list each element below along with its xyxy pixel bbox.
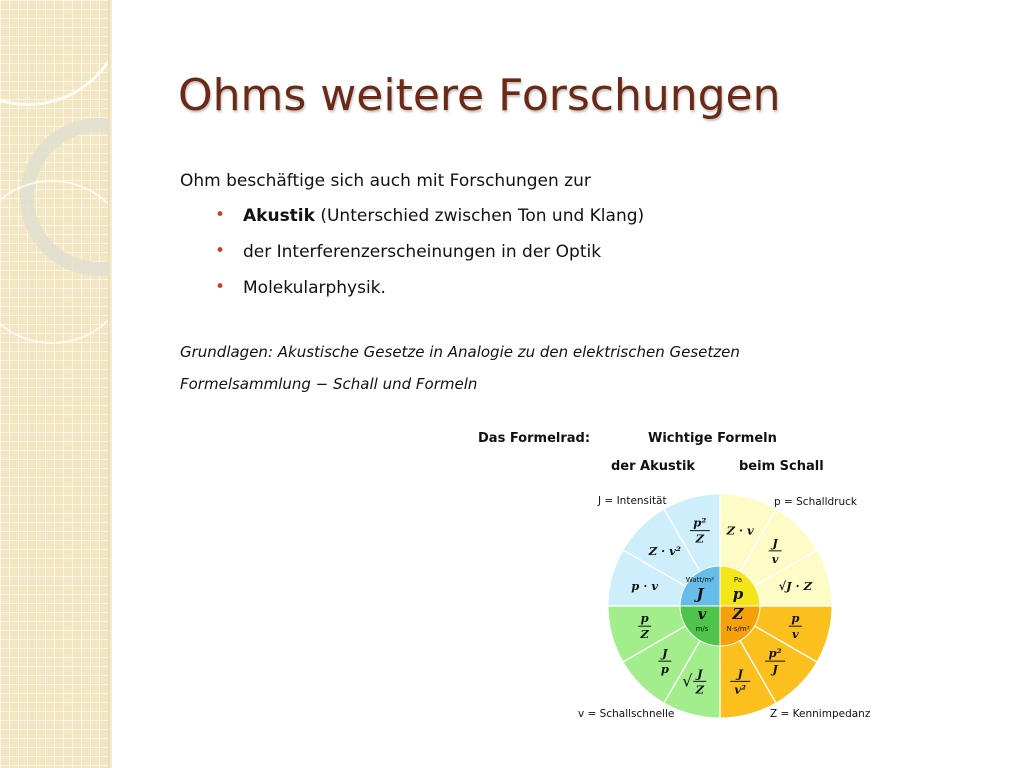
bullet-bold: Akustik bbox=[243, 206, 315, 226]
bullet-item-akustik bbox=[215, 206, 644, 242]
bullet-text: Molekularphysik. bbox=[243, 278, 386, 298]
bullet-text: der Interferenzerscheinungen in der Optik bbox=[243, 242, 602, 262]
formula-numerator: J bbox=[697, 666, 703, 681]
center-symbol-Z: Z bbox=[732, 605, 744, 623]
root-sign: √ bbox=[682, 671, 693, 691]
formula-denominator: v bbox=[771, 551, 779, 566]
slide-title: Ohms weitere Forschungen bbox=[178, 70, 781, 121]
bullet-item-molekular bbox=[215, 278, 644, 314]
formelrad-wheel bbox=[560, 485, 880, 730]
center-unit-v: m/s bbox=[695, 625, 709, 633]
formelrad-subheading-schall: beim Schall bbox=[739, 459, 824, 474]
corner-label-intensity: J = Intensität bbox=[598, 495, 667, 507]
center-symbol-p: p bbox=[732, 585, 744, 603]
intro-text: Ohm beschäftige sich auch mit Forschungen zur bbox=[180, 171, 591, 191]
center-unit-Z: N·s/m³ bbox=[726, 625, 750, 633]
sidebar-edge bbox=[108, 0, 112, 768]
formula-denominator: Z bbox=[640, 627, 649, 642]
center-unit-p: Pa bbox=[733, 576, 743, 584]
formula-numerator: p bbox=[640, 611, 649, 626]
formula-denominator: J bbox=[772, 662, 778, 677]
corner-label-schallschnelle: v = Schallschnelle bbox=[578, 708, 675, 720]
formula-numerator: p² bbox=[768, 646, 782, 661]
formula-text: Z · v bbox=[726, 523, 754, 538]
center-symbol-J: J bbox=[696, 585, 704, 603]
bullet-item-optik bbox=[215, 242, 644, 278]
bullet-text: (Unterschied zwischen Ton und Klang) bbox=[314, 206, 645, 226]
formula-numerator: J bbox=[772, 535, 778, 550]
corner-label-kennimpedanz: Z = Kennimpedanz bbox=[770, 708, 871, 720]
corner-label-schalldruck: p = Schalldruck bbox=[774, 496, 857, 508]
formelrad-heading: Wichtige Formeln bbox=[648, 431, 777, 446]
decorative-sidebar bbox=[0, 0, 112, 768]
formula-denominator: p bbox=[660, 662, 669, 677]
formula-denominator: v² bbox=[734, 682, 747, 697]
bullet-list bbox=[215, 206, 644, 314]
center-symbol-v: v bbox=[697, 605, 707, 623]
grundlagen-note: Grundlagen: Akustische Gesetze in Analogie zu den elektrischen Gesetzen bbox=[180, 343, 740, 361]
decorative-ring bbox=[0, 0, 112, 106]
formula-text: Z · v² bbox=[648, 543, 681, 558]
formula-numerator: J bbox=[737, 666, 743, 681]
center-unit-J: Watt/m² bbox=[685, 576, 715, 584]
formelrad-label: Das Formelrad: bbox=[478, 431, 591, 446]
formula-denominator: Z bbox=[695, 531, 705, 546]
formula-denominator: v bbox=[791, 627, 799, 642]
formula-numerator: J bbox=[662, 646, 668, 661]
formula-text: √J · Z bbox=[778, 578, 813, 593]
formelrad-subheading-akustik: der Akustik bbox=[611, 459, 696, 474]
formula-numerator: p² bbox=[693, 515, 707, 530]
formelsammlung-note: Formelsammlung − Schall und Formeln bbox=[180, 375, 478, 393]
formula-text: p · v bbox=[631, 578, 659, 593]
bullet-icon: • bbox=[215, 241, 226, 261]
bullet-icon: • bbox=[215, 205, 226, 225]
bullet-icon: • bbox=[215, 277, 226, 297]
formula-denominator: Z bbox=[695, 682, 705, 697]
formula-numerator: p bbox=[791, 611, 800, 626]
decorative-ring bbox=[0, 180, 112, 344]
